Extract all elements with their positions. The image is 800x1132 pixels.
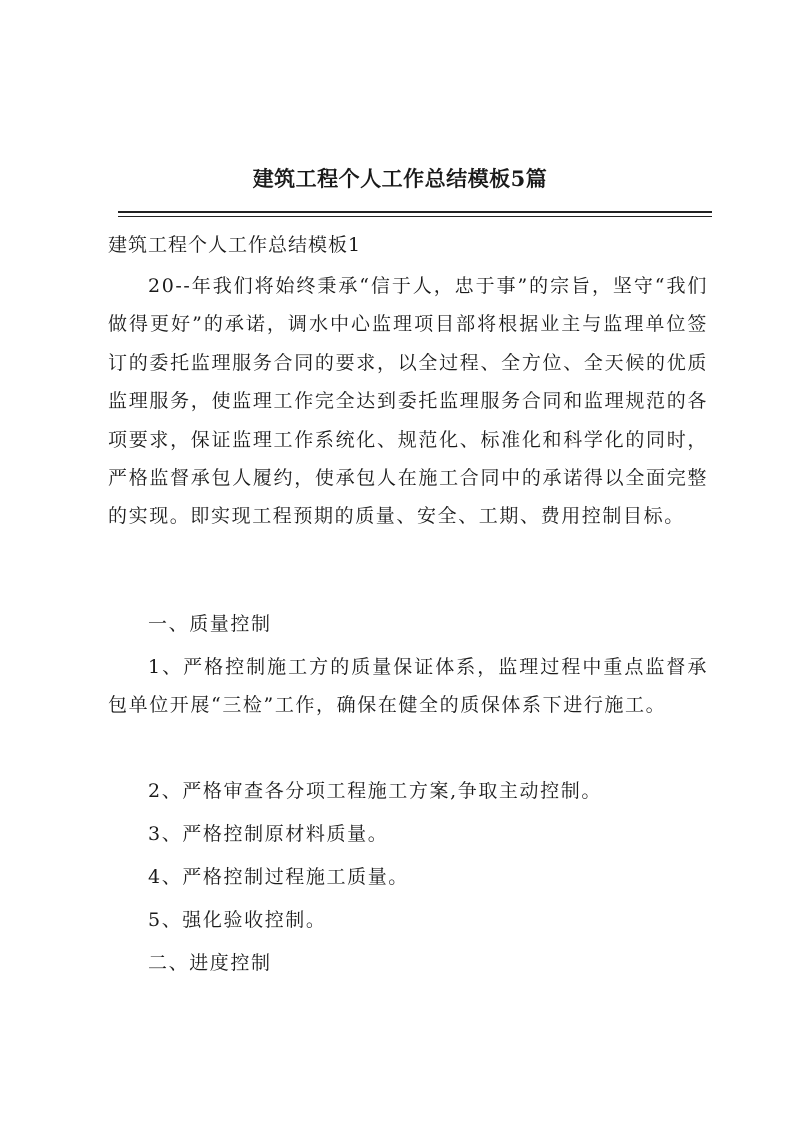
list-item: 4、严格控制过程施工质量。 [148,866,409,888]
list-item: 3、严格控制原材料质量。 [148,823,389,845]
title-divider-thick [118,211,712,213]
title-divider-thin [118,216,712,217]
list-item: 1、严格控制施工方的质量保证体系，监理过程中重点监督承包单位开展“三检”工作，确保在健全的质保体系下进行施工。 [108,656,708,717]
section-heading-schedule: 二、进度控制 [148,952,272,974]
section-heading: 建筑工程个人工作总结模板1 [108,234,362,256]
body-paragraph: 20--年我们将始终秉承“信于人，忠于事”的宗旨，坚守“我们做得更好”的承诺，调水中心监理项目部将根据业主与监理单位签订的委托监理服务合同的要求，以全过程、全方位、全天候的优质监理服务，使监理工作完全达到委托监理服务合同和监理规范的各项要求，保证监理工作系统化、规范化、标准化和科学化的同时，严格监督承包人履约，使承包人在施工合同中的承诺得以全面完整的实现。即实现工程预期的质量、安全、工期、费用控制目标。 [108,275,708,528]
list-item: 5、强化验收控制。 [148,909,327,931]
document-title: 建筑工程个人工作总结模板5篇 [252,166,548,191]
section-heading-quality: 一、质量控制 [148,613,272,635]
list-item: 2、严格审查各分项工程施工方案,争取主动控制。 [148,780,602,802]
